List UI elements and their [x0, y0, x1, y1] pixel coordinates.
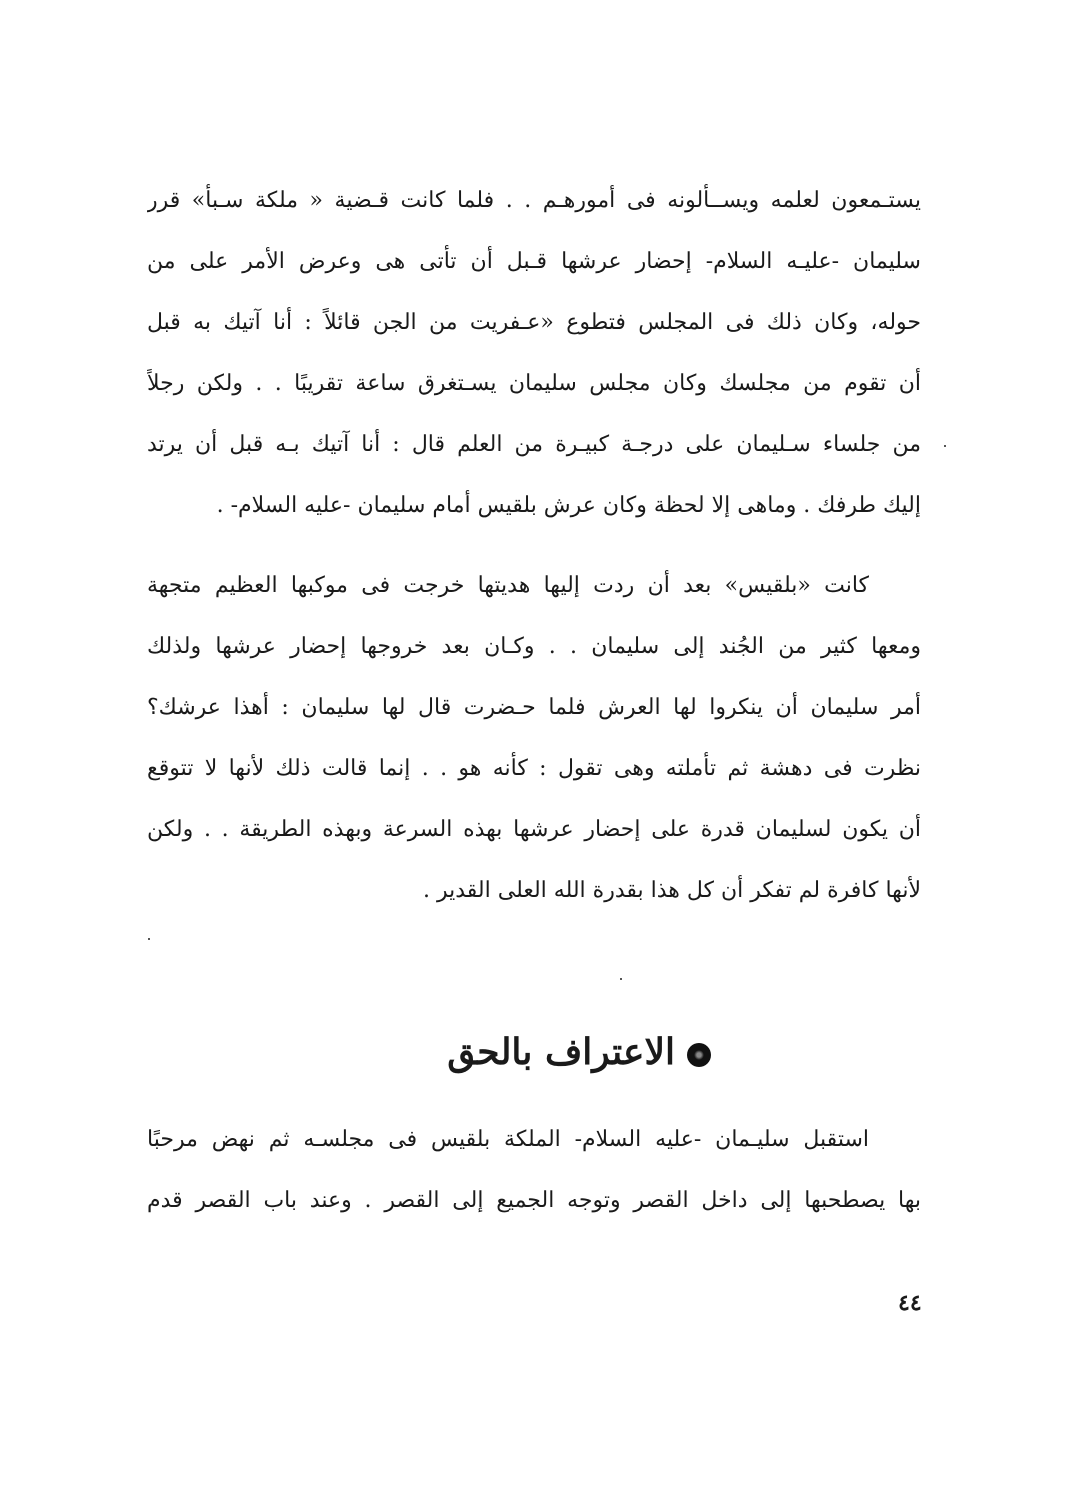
text-line: أن تقوم من مجلسك وكان مجلس سليمان يسـتغرق ساعة تقريبًا . . ولكن رجلاً — [147, 371, 921, 396]
text-line: أن يكون لسليمان قدرة على إحضار عرشها بهذه السرعة وبهذه الطريقة . . ولكن — [147, 817, 921, 842]
scan-speck — [944, 445, 946, 447]
text-line: حوله، وكان ذلك فى المجلس فتطوع «عـفريت من الجن قائلاً : أنا آتيك به قبل — [147, 310, 921, 335]
text-line: يستـمعون لعلمه ويســألونه فى أمورهـم . . فلما كانت قـضية « ملكة سـبأ» قرر — [147, 188, 921, 213]
text-line: أمر سليمان أن ينكروا لها العرش فلما حـضرت قال لها سليمان : أهذا عرشك؟ — [147, 695, 921, 720]
text-line: لأنها كافرة لم تفكر أن كل هذا بقدرة الله العلى القدير . — [423, 878, 921, 903]
text-line: بها يصطحبها إلى داخل القصر وتوجه الجميع إلى القصر . وعند باب القصر قدم — [147, 1188, 921, 1213]
paragraph-2 — [147, 555, 921, 921]
text-line: استقبل سليـمان -عليه السلام- الملكة بلقيس فى مجلسـه ثم نهض مرحبًا — [147, 1127, 869, 1152]
scan-speck — [148, 938, 150, 940]
page-number: ٤٤ — [898, 1290, 922, 1316]
text-line: ومعها كثير من الجُند إلى سليمان . . وكـان بعد خروجها إحضار عرشها ولذلك — [147, 634, 921, 659]
scan-speck — [620, 978, 622, 980]
section-heading-text: الاعتراف بالحق — [447, 1031, 675, 1073]
text-line: نظرت فى دهشة ثم تأملته وهى تقول : كأنه هو . . إنما قالت ذلك لأنها لا تتوقع — [147, 756, 921, 781]
text-line: من جلساء سـليمان على درجـة كبيـرة من العلم قال : أنا آتيك بـه قبل أن يرتد — [147, 432, 921, 457]
text-line: كانت «بلقيس» بعد أن ردت إليها هديتها خرجت فى موكبها العظيم متجهة — [147, 573, 869, 598]
section-heading — [411, 1020, 711, 1084]
text-line: إليك طرفك . وماهى إلا لحظة وكان عرش بلقيس أمام سليمان -عليه السلام- . — [216, 493, 921, 518]
paragraph-3 — [147, 1109, 921, 1231]
text-line: سليمان -عليـه السلام- إحضار عرشها قـبل أن تأتى هى وعرض الأمر على من — [147, 249, 921, 274]
paragraph-1 — [147, 170, 921, 536]
bullet-icon — [687, 1043, 711, 1067]
